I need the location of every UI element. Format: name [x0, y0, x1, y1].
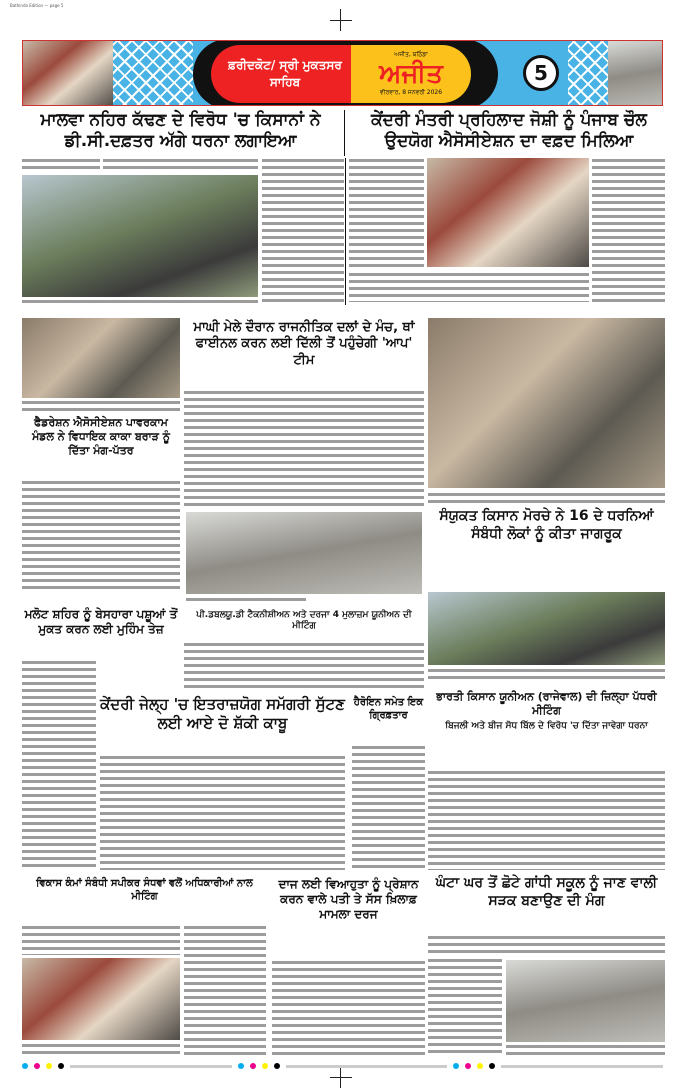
article-body-text	[22, 299, 258, 305]
article-body-text	[272, 960, 425, 1055]
article-body-text	[103, 158, 258, 173]
article-body-text	[184, 925, 266, 1055]
page-number: 5	[523, 55, 559, 91]
masthead-gurdwara-photo	[608, 41, 663, 106]
print-slug: Bathinda Edition — page 5	[10, 3, 64, 8]
headline-pralhad-joshi: ਕੇਂਦਰੀ ਮੰਤਰੀ ਪ੍ਰਹਿਲਾਦ ਜੋਸ਼ੀ ਨੂੰ ਪੰਜਾਬ ਚੌਲ ਉਦਯੋਗ ਐਸੋਸੀਏਸ਼ਨ ਦਾ ਵਫ਼ਦ ਮਿਲਿਆ	[371, 110, 647, 152]
headline-maghi-mela: ਮਾਘੀ ਮੇਲੇ ਦੌਰਾਨ ਰਾਜਨੀਤਿਕ ਦਲਾਂ ਦੇ ਮੰਚ, ਥਾਂ ਫਾਈਨਲ ਕਰਨ ਲਈ ਦਿੱਲੀ ਤੋਂ ਪਹੁੰਚੇਗੀ 'ਆਪ' ਟੀਮ	[193, 320, 415, 368]
photo-speaker-meeting	[22, 958, 180, 1040]
photo-bku-meeting	[428, 592, 665, 665]
photo-powercom-memorandum	[22, 318, 180, 398]
registration-mark	[330, 1077, 352, 1078]
article-body-text	[22, 158, 100, 173]
headline-malout-animals: ਮਲੋਟ ਸ਼ਹਿਰ ਨੂੰ ਬੇਸਹਾਰਾ ਪਸ਼ੂਆਂ ਤੋਂ ਮੁਕਤ ਕਰਨ ਲਈ ਮੁਹਿੰਮ ਤੇਜ਼	[24, 607, 178, 636]
registration-mark	[330, 20, 352, 21]
headline-ghanta-ghar-road: ਘੰਟਾ ਘਰ ਤੋਂ ਛੋਟੇ ਗਾਂਧੀ ਸਕੂਲ ਨੂੰ ਜਾਣ ਵਾਲੀ ਸੜਕ ਬਣਾਉਣ ਦੀ ਮੰਗ	[435, 875, 658, 909]
article-body-text	[592, 158, 665, 303]
region-title: ਫ਼ਰੀਦਕੋਟ/ ਸ੍ਰੀ ਮੁਕਤਸਰ ਸਾਹਿਬ	[228, 58, 342, 89]
headline-dowry-case: ਦਾਜ ਲਈ ਵਿਆਹੁਤਾ ਨੂੰ ਪ੍ਰੇਸ਼ਾਨ ਕਰਨ ਵਾਲੇ ਪਤੀ ਤੇ ਸੱਸ ਖ਼ਿਲਾਫ਼ ਮਾਮਲਾ ਦਰਜ	[278, 877, 419, 921]
headline-sanyukt-kisan: ਸੰਯੁਕਤ ਕਿਸਾਨ ਮੋਰਚੇ ਨੇ 16 ਦੇ ਧਰਨਿਆਂ ਸੰਬੰਧੀ ਲੋਕਾਂ ਨੂੰ ਕੀਤਾ ਜਾਗਰੂਕ	[439, 508, 654, 542]
subhead-bku-rajewal: ਬਿਜਲੀ ਅਤੇ ਬੀਜ ਸੋਧ ਬਿੱਲ ਦੇ ਵਿਰੋਧ 'ਚ ਦਿੱਤਾ ਜਾਵੇਗਾ ਧਰਨਾ	[445, 720, 648, 731]
article-body-text	[262, 158, 344, 303]
article-body-text	[428, 935, 665, 955]
photo-farmers-protest	[22, 175, 258, 297]
masthead-building-photo	[23, 41, 113, 106]
article-body-text	[428, 770, 665, 870]
article-body-text	[184, 642, 424, 688]
article-body-text	[428, 958, 502, 1056]
brand-logo: ਅਜੀਤ	[379, 59, 443, 89]
masthead	[22, 40, 663, 106]
article-body-text	[184, 390, 424, 507]
headline-federation-powercom: ਫੈਡਰੇਸ਼ਨ ਐਸੋਸੀਏਸ਼ਨ ਪਾਵਰਕਾਮ ਮੰਡਲ ਨੇ ਵਿਧਾਇਕ ਕਾਕਾ ਬਰਾੜ ਨੂੰ ਦਿੱਤਾ ਮੰਗ-ਪੱਤਰ	[32, 416, 170, 457]
photo-broken-road	[506, 960, 665, 1042]
article-body-text	[22, 480, 180, 590]
headline-heroin-arrest: ਹੈਰੋਇਨ ਸਮੇਤ ਇਕ ਗ੍ਰਿਫ਼ਤਾਰ	[353, 697, 424, 721]
article-body-text	[22, 1043, 180, 1055]
article-body-text	[22, 925, 180, 955]
issue-date: ਵੀਰਵਾਰ, 8 ਜਨਵਰੀ 2026	[379, 89, 443, 96]
article-body-text	[428, 668, 665, 682]
photo-employees-protest	[186, 512, 422, 594]
article-body-text	[506, 1044, 665, 1056]
headline-bku-rajewal: ਭਾਰਤੀ ਕਿਸਾਨ ਯੂਨੀਅਨ (ਰਾਜੇਵਾਲ) ਦੀ ਜ਼ਿਲ੍ਹਾ ਪੱਧਰੀ ਮੀਟਿੰਗ	[436, 690, 657, 717]
registration-mark	[340, 1068, 341, 1088]
edition-label: ਅਜੀਤ, ਬਠਿੰਡਾ	[394, 51, 428, 58]
article-body-text	[22, 400, 180, 413]
masthead-oval	[193, 40, 498, 106]
article-body-text	[349, 158, 424, 270]
headline-central-jail: ਕੇਂਦਰੀ ਜੇਲ੍ਹ 'ਚ ਇਤਰਾਜ਼ਯੋਗ ਸਮੱਗਰੀ ਸੁੱਟਣ ਲਈ ਆਏ ਦੋ ਸ਼ੱਕੀ ਕਾਬੂ	[100, 695, 345, 732]
headline-pwd-union: ਪੀ.ਡਬਲਯੂ.ਡੀ ਟੈਕਨੀਸ਼ੀਅਨ ਅਤੇ ਦਰਜਾ 4 ਮੁਲਾਜ਼ਮ ਯੂਨੀਅਨ ਦੀ ਮੀਟਿੰਗ	[196, 610, 412, 632]
headline-malwa-canal: ਮਾਲਵਾ ਨਹਿਰ ਕੱਢਣ ਦੇ ਵਿਰੋਧ 'ਚ ਕਿਸਾਨਾਂ ਨੇ ਡੀ.ਸੀ.ਦਫ਼ਤਰ ਅੱਗੇ ਧਰਨਾ ਲਗਾਇਆ	[40, 110, 321, 152]
bku-headline-block	[428, 690, 665, 732]
article-body-text	[349, 272, 589, 302]
article-body-text	[186, 597, 306, 603]
print-color-bar	[22, 1063, 663, 1069]
article-body-text	[428, 492, 665, 506]
photo-delegation-meeting	[427, 158, 589, 267]
article-body-text	[352, 745, 425, 870]
photo-kisan-morcha	[428, 318, 665, 488]
article-body-text	[100, 755, 345, 870]
article-body-text	[22, 660, 96, 870]
headline-sandhwan-meeting: ਵਿਕਾਸ ਕੰਮਾਂ ਸੰਬੰਧੀ ਸਪੀਕਰ ਸੰਧਵਾਂ ਵਲੋਂ ਅਧਿਕਾਰੀਆਂ ਨਾਲ ਮੀਟਿੰਗ	[36, 878, 253, 902]
